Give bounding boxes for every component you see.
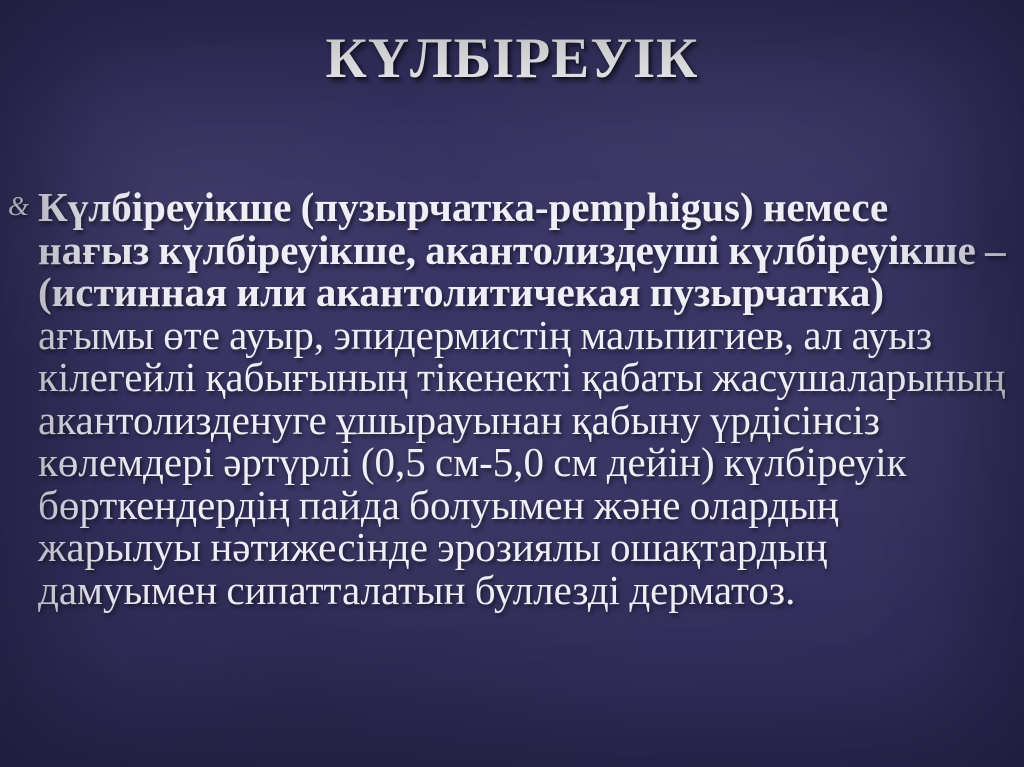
paragraph-bold-segment: Күлбіреуікше (пузырчатка-pemphigus) немесе нағыз күлбіреуікше, акантолиздеуші күлбіреуікше – (истинная или акантолитичекая пузырчатка) [38, 184, 1006, 315]
title-area [0, 27, 1024, 90]
paragraph-regular-segment: ағымы өте ауыр, эпидермистің мальпигиев, ал ауыз кілегейлі қабығының тікенекті қабаты жасушаларының акантолизденуге ұшырауынан қабыну үрдісінсіз көлемдері әртүрлі (0,5 см-5,0 см дейін) күлбіреуік бөрткендердің пайда болуымен және олардың жарылуы нәтижесінде эрозиялы ошақтардың дамуымен сипатталатын буллезді дерматоз. [38, 311, 1006, 613]
bullet-item [8, 186, 1008, 611]
slide-body [8, 186, 1008, 611]
paragraph-text [38, 186, 1008, 611]
ampersand-bullet-icon: & [8, 191, 30, 221]
slide-title: КҮЛБІРЕУІК [325, 27, 699, 90]
